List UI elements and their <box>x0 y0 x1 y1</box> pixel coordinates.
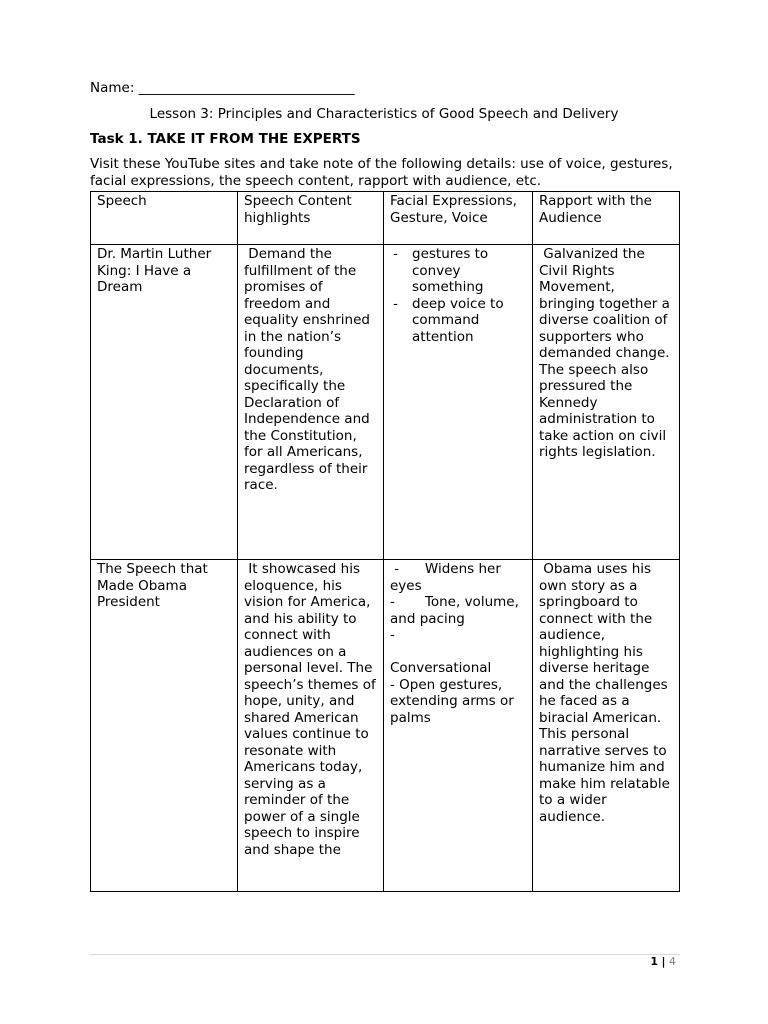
cell-rapport: Obama uses his own story as a springboard to connect with the audience, highlighting his diverse heritage and the challenges he faced as a biracial American. This personal narrative serves to humanize him and make him relatable to a wider audience. <box>533 560 680 892</box>
cell-gestures <box>384 245 533 560</box>
cell-speech: Dr. Martin Luther King: I Have a Dream <box>91 245 238 560</box>
page-total: 4 <box>669 955 676 968</box>
cell-rapport: Galvanized the Civil Rights Movement, bringing together a diverse coalition of supporters who demanded change. The speech also pressured the Kennedy administration to take action on civil rights legislation. <box>533 245 680 560</box>
list-item: - deep voice to command attention <box>393 295 504 345</box>
table-row <box>91 245 680 560</box>
gesture-list <box>390 246 526 345</box>
gesture-line: - Widens her eyes <box>390 561 506 594</box>
header-content: Speech Content highlights <box>238 192 384 245</box>
cell-speech: The Speech that Made Obama President <box>91 560 238 892</box>
cell-content: It showcased his eloquence, his vision for America, and his ability to connect with audiences on a personal level. The speech’s themes of hope, unity, and shared American values continue to resonate with Americans today, serving as a reminder of the power of a single speech to inspire and shape the <box>238 560 384 892</box>
footer-divider <box>90 954 680 955</box>
instructions-text: Visit these YouTube sites and take note of the following details: use of voice, gestures, facial expressions, the speech content, rapport with audience, etc. <box>90 156 673 189</box>
header-rapport: Rapport with the Audience <box>533 192 680 245</box>
header-gestures: Facial Expressions, Gesture, Voice <box>384 192 533 245</box>
page-current: 1 <box>650 955 658 968</box>
gesture-line <box>390 644 526 661</box>
name-field-line: Name: ________________________________ <box>90 80 355 96</box>
list-item: - gestures to convey something <box>393 246 489 295</box>
gesture-line: - Open gestures, extending arms or palms <box>390 676 514 726</box>
table-header-row <box>91 192 680 245</box>
gesture-line: Conversational <box>390 660 492 676</box>
lesson-title: Lesson 3: Principles and Characteristics of Good Speech and Delivery <box>149 106 619 122</box>
table-row <box>91 560 680 892</box>
task-title: Task 1. TAKE IT FROM THE EXPERTS <box>90 131 361 147</box>
gesture-line: - <box>390 627 395 643</box>
cell-gestures <box>384 560 533 892</box>
cell-content: Demand the fulfillment of the promises of freedom and equality enshrined in the nation’s founding documents, specifically the Declaration of Independence and the Constitution, for all Americans, regardless of their race. <box>238 245 384 560</box>
page-number <box>650 954 676 970</box>
speech-analysis-table <box>90 191 680 892</box>
gesture-line: - Tone, volume, and pacing <box>390 594 524 627</box>
header-speech: Speech <box>91 192 238 245</box>
page-separator: | <box>661 955 666 968</box>
